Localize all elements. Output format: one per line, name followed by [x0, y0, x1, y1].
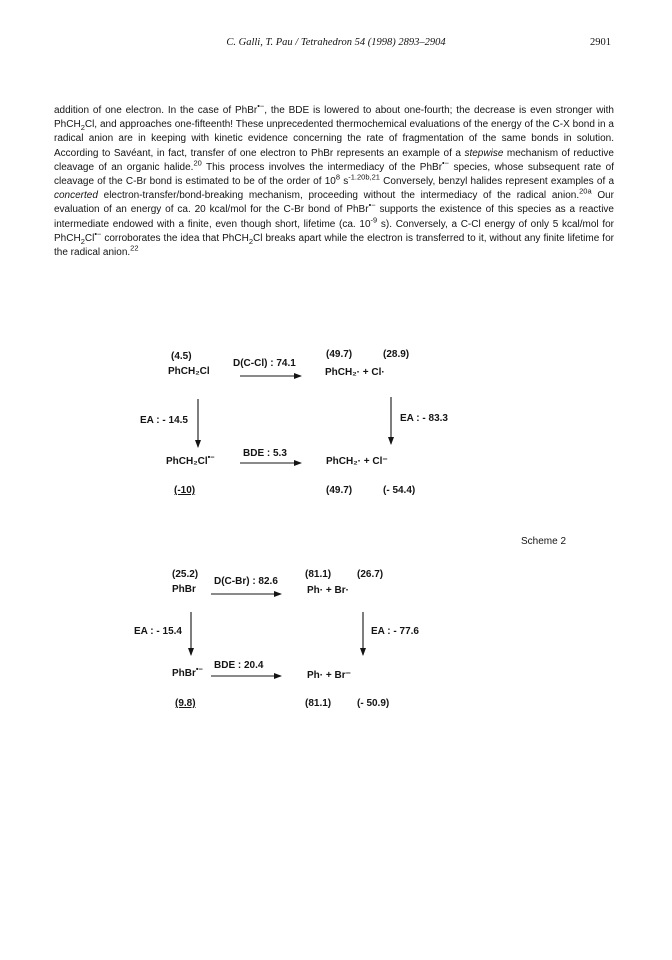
product-value: (- 54.4) [383, 485, 416, 496]
ea-right-label: EA : - 77.6 [371, 626, 419, 637]
products-formula: Ph· + Br· [307, 585, 349, 596]
text-run: s [340, 176, 349, 188]
citation: 22 [130, 243, 139, 253]
italic-term: concerted [54, 190, 98, 202]
ea-left-label: EA : - 15.4 [134, 626, 182, 637]
bond-energy-label: D(C-Cl) : 74.1 [233, 358, 296, 369]
running-head: C. Galli, T. Pau / Tetrahedron 54 (1998) 2893–2904 [226, 37, 446, 48]
product-value: (26.7) [357, 569, 384, 580]
products-formula: Ph· + Br⁻ [307, 670, 351, 681]
reactant-formula: PhBr [172, 584, 196, 595]
text-run: This process involves the intermediacy of the PhBr [201, 161, 443, 173]
citation: 20 [193, 158, 202, 168]
formula-text: PhCH₂Cl [166, 456, 208, 467]
text-run: , the BDE is lowered to about one-fourth; the decrease is even stronger with PhCH [54, 105, 614, 131]
radical-anion-mark: •− [207, 452, 215, 462]
text-run: Cl breaks apart while the electron is transferred to it, without any finite lifetime for the radical anion. [54, 232, 614, 259]
page-number: 2901 [590, 37, 611, 48]
radical-anion-mark: •− [368, 201, 376, 211]
reactant-value: (25.2) [172, 569, 199, 580]
radical-anion-formula [166, 452, 215, 467]
ea-left-label: EA : - 14.5 [140, 415, 188, 426]
citation: 20a [579, 186, 592, 196]
subscript: 2 [248, 236, 253, 246]
text-run: s). Conversely, a C-Cl energy of only 5 kcal/mol for PhCH [54, 218, 614, 244]
text-run: supports the existence of this species as a reactive intermediate endowed with a finite, even though short, lifetime (ca. 10 [54, 204, 614, 230]
exponent: 8 [335, 172, 341, 182]
reactant-value: (4.5) [171, 351, 192, 362]
products-formula: PhCH₂· + Cl⁻ [326, 456, 388, 467]
text-run: Cl, and approaches one-fifteenth! These unprecedented thermochemical evaluations of the energy of the C-X bond in a radical anion are in keeping with kinetic evidence concerning the rate of fragmentation of the same bonds in solution. According to Savéant, in fact, transfer of one electron to PhBr represents an example of a [54, 119, 614, 159]
bde-label: BDE : 5.3 [243, 448, 287, 459]
text-run: mechanism of reductive cleavage of an organic halide. [54, 147, 614, 173]
citation: .20b,21 [354, 172, 380, 182]
bde-label: BDE : 20.4 [214, 660, 264, 671]
subscript: 2 [80, 236, 85, 246]
text-run: Conversely, benzyl halides represent examples of a [379, 176, 615, 188]
exponent: -1 [348, 172, 355, 182]
text-run: Cl [84, 232, 95, 244]
radical-anion-value: (-10) [174, 485, 196, 496]
ea-right-label: EA : - 83.3 [400, 413, 448, 424]
scheme-label: Scheme 2 [521, 536, 567, 547]
text-run: electron-transfer/bond-breaking mechanism, proceeding without the intermediacy of the radical anion. [97, 190, 580, 202]
radical-anion-value: (9.8) [175, 698, 196, 709]
italic-term: stepwise [464, 147, 504, 159]
formula-text: PhBr [172, 668, 196, 679]
radical-anion-mark: •− [257, 101, 265, 111]
exponent: -9 [370, 215, 378, 225]
text-run: Our evaluation of an energy of ca. 20 kcal/mol for the C-Br bond of PhBr [54, 190, 614, 216]
product-value: (81.1) [305, 698, 332, 709]
product-value: (49.7) [326, 349, 353, 360]
text-run: addition of one electron. In the case of PhBr [54, 105, 258, 116]
text-run: corroborates the idea that PhCH [101, 232, 249, 244]
subscript: 2 [80, 123, 85, 133]
bond-energy-label: D(C-Br) : 82.6 [214, 576, 278, 587]
radical-anion-mark: •− [195, 664, 203, 674]
product-value: (- 50.9) [357, 698, 390, 709]
radical-anion-mark: •− [94, 229, 102, 239]
radical-anion-formula [172, 664, 203, 679]
product-value: (81.1) [305, 569, 332, 580]
radical-anion-mark: •− [442, 158, 450, 168]
text-run: species, whose subsequent rate of cleavage of the C-Br bond is estimated to be of the order of 10 [54, 161, 614, 188]
product-value: (49.7) [326, 485, 353, 496]
reactant-formula: PhCH₂Cl [168, 366, 210, 377]
product-value: (28.9) [383, 349, 410, 360]
products-formula: PhCH₂· + Cl· [325, 367, 385, 378]
